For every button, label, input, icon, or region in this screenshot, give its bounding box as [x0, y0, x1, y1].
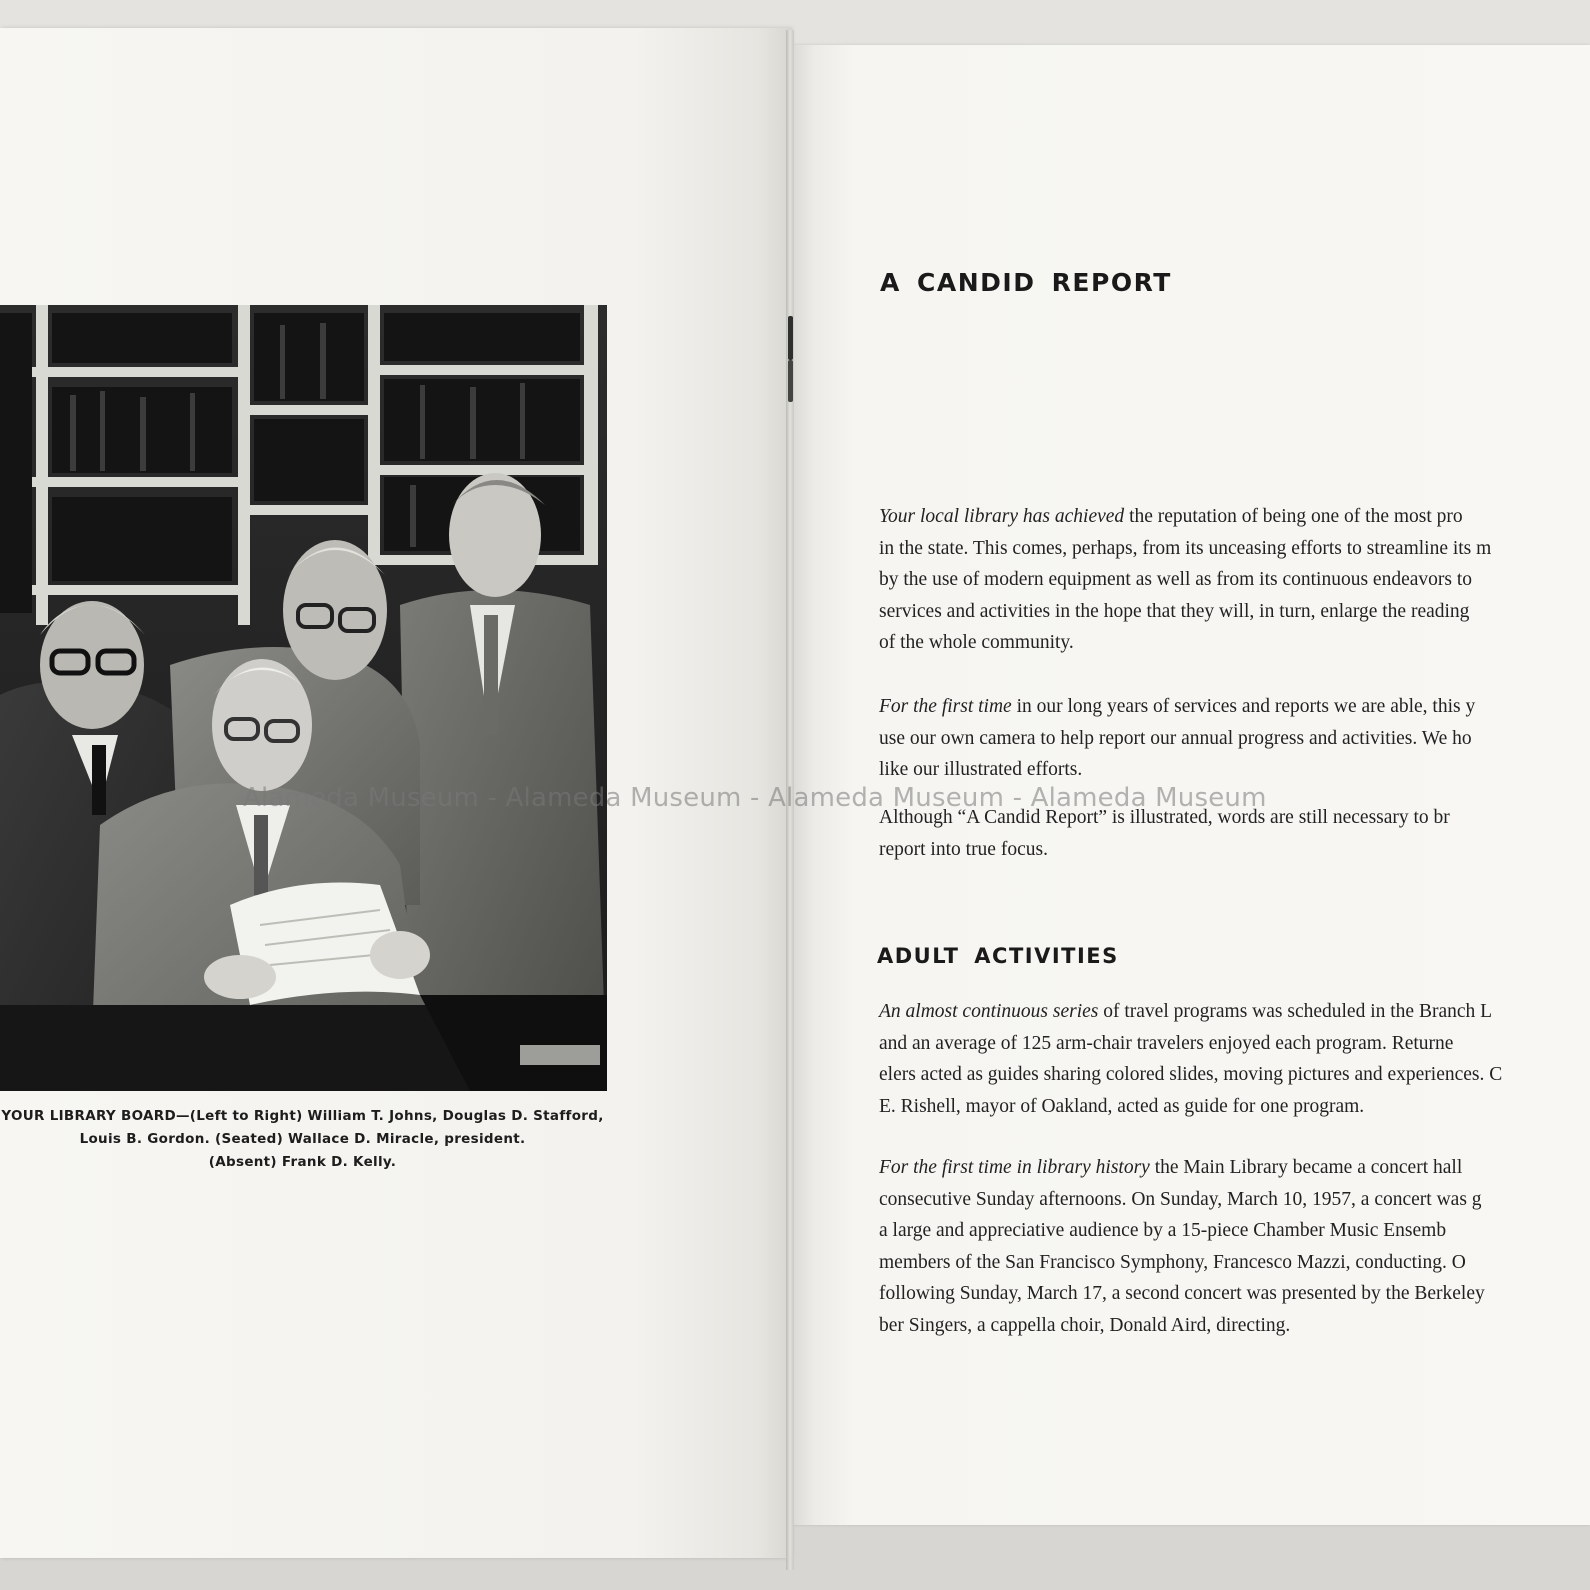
text-line: by the use of modern equipment as well as from its continuous endeavors to — [879, 569, 1472, 590]
staple-icon — [788, 360, 793, 402]
text-line: Although “A Candid Report” is illustrated, words are still necessary to br — [879, 807, 1450, 828]
text-line: elers acted as guides sharing colored slides, moving pictures and experiences. C — [879, 1064, 1503, 1085]
text-line: and an average of 125 arm-chair travelers enjoyed each program. Returne — [879, 1032, 1454, 1054]
text-line: members of the San Francisco Symphony, Francesco Mazzi, conducting. O — [879, 1251, 1466, 1273]
italic-lead: For the first time — [879, 696, 1012, 717]
text-run: in our long years of services and reports we are able, this y — [1011, 696, 1476, 717]
text-line: like our illustrated efforts. — [879, 759, 1083, 780]
paragraph-concert — [879, 1152, 1590, 1341]
text-line — [879, 1152, 1590, 1184]
paragraph-intro — [879, 501, 1590, 659]
text-line: E. Rishell, mayor of Oakland, acted as guide for one program. — [879, 1095, 1365, 1117]
caption-line: Louis B. Gordon. (Seated) Wallace D. Miracle, president. — [79, 1131, 526, 1147]
text-line: use our own camera to help report our annual progress and activities. We ho — [879, 727, 1472, 749]
text-line: report into true focus. — [879, 838, 1048, 860]
staple-icon — [788, 316, 793, 360]
text-run: the Main Library became a concert hall — [1149, 1157, 1463, 1178]
page-title: A CANDID REPORT — [880, 268, 1172, 297]
library-board-photo — [0, 305, 607, 1091]
caption-line: (Absent) Frank D. Kelly. — [208, 1154, 397, 1170]
text-line: services and activities in the hope that they will, in turn, enlarge the reading — [879, 600, 1470, 622]
text-line — [879, 691, 1590, 723]
text-line: a large and appreciative audience by a 15-piece Chamber Music Ensemb — [879, 1220, 1447, 1241]
photo-illustration — [0, 305, 607, 1091]
paragraph-camera — [879, 691, 1590, 786]
paragraph-travel — [879, 996, 1590, 1122]
watermark-text: Alameda Museum - Alameda Museum - Alameda Museum - Alameda Museum — [243, 783, 1267, 813]
section-heading: ADULT ACTIVITIES — [877, 944, 1119, 968]
text-line — [879, 501, 1590, 533]
text-line — [879, 996, 1590, 1028]
photo-caption — [0, 1105, 605, 1174]
italic-lead: Your local library has achieved — [879, 506, 1125, 527]
text-run: the reputation of being one of the most pro — [1124, 506, 1463, 527]
text-line: consecutive Sunday afternoons. On Sunday, March 10, 1957, a concert was g — [879, 1188, 1482, 1210]
text-line: following Sunday, March 17, a second concert was presented by the Berkeley — [879, 1283, 1485, 1304]
text-line: in the state. This comes, perhaps, from its unceasing efforts to streamline its m — [879, 537, 1492, 559]
caption-line: YOUR LIBRARY BOARD—(Left to Right) William T. Johns, Douglas D. Stafford, — [1, 1108, 604, 1124]
text-run: of travel programs was scheduled in the Branch L — [1098, 1001, 1493, 1022]
italic-lead: An almost continuous series — [879, 1001, 1099, 1022]
italic-lead: For the first time in library history — [879, 1157, 1150, 1178]
text-line: ber Singers, a cappella choir, Donald Aird, directing. — [879, 1314, 1291, 1336]
text-line: of the whole community. — [879, 632, 1074, 653]
